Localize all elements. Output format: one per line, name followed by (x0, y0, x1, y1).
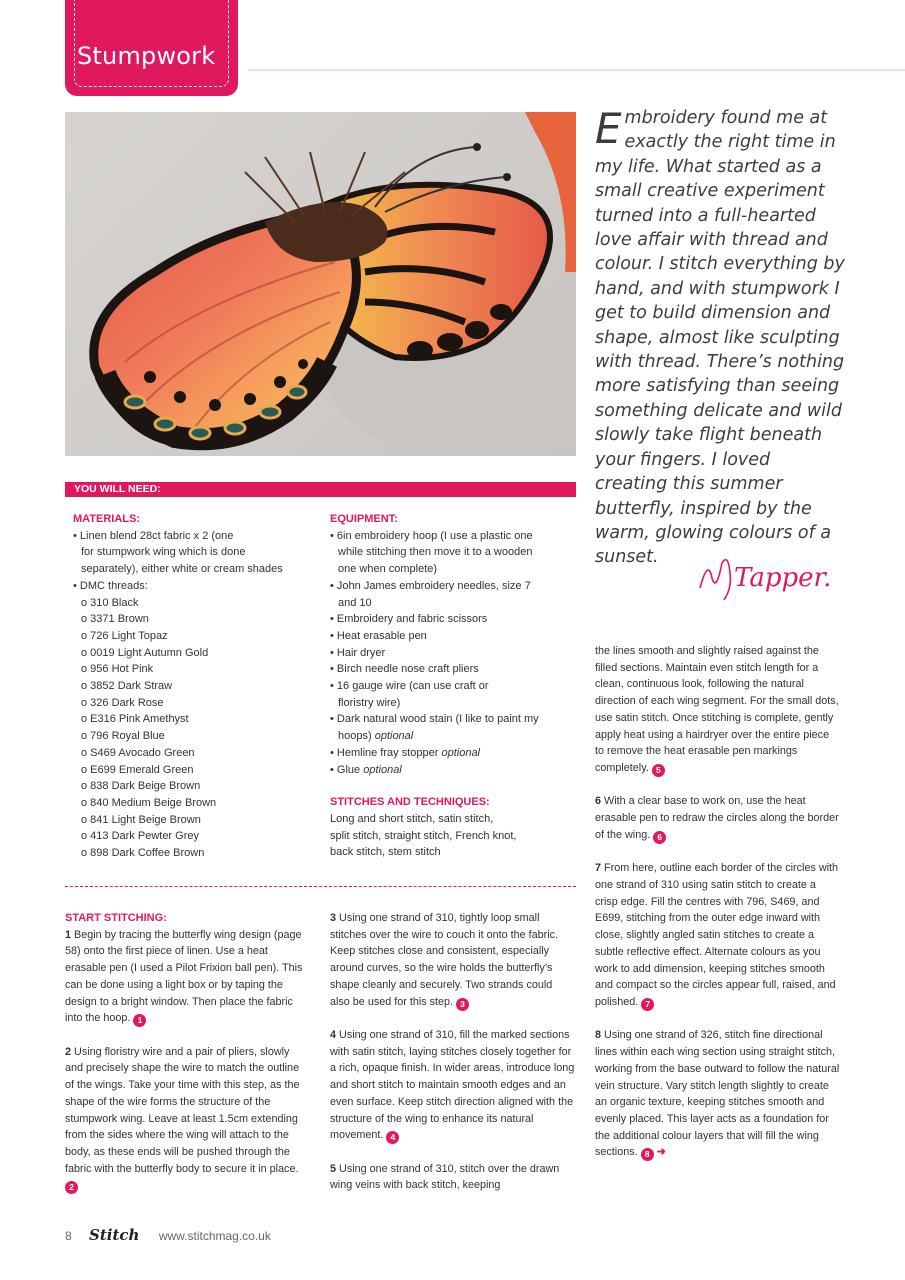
stitches-line: Long and short stitch, satin stitch, (330, 812, 494, 825)
steps-column-3 (595, 643, 841, 1178)
step-badge: 4 (386, 1131, 399, 1144)
equipment-item: • Hair dryer (330, 646, 386, 659)
equipment-item: one when complete) (338, 563, 438, 576)
butterfly-illustration (65, 112, 576, 456)
thread-item: o 840 Medium Beige Brown (81, 796, 217, 809)
magazine-logo: Stitch (89, 1226, 140, 1244)
page-footer (65, 1226, 271, 1244)
step-2 (65, 1044, 305, 1195)
equipment-item: • 16 gauge wire (can use craft or (330, 680, 489, 693)
equipment-item: • Heat erasable pen (330, 629, 427, 642)
step-badge: 5 (652, 764, 665, 777)
optional-label: optional (374, 730, 414, 743)
step-text: Using one strand of 326, stitch fine directional lines within each wing section using straight stitch, working from the base outward to follow the natural vein structure. Vary stitch length slightly to create an organic texture, keeping stitches smooth and evenly placed. This layer acts as a foundation for the additional colour layers that will fill the wing sections. (595, 1029, 840, 1159)
equipment-item (330, 745, 570, 762)
materials-item: separately), either white or cream shades (81, 563, 283, 576)
equipment-item: and 10 (338, 596, 372, 609)
steps-column-2 (330, 910, 575, 1211)
author-signature (690, 548, 840, 608)
equipment-text: hoops) (338, 730, 372, 743)
step-number: 1 (65, 928, 72, 941)
equipment-item (330, 728, 570, 745)
optional-label: optional (363, 763, 402, 776)
thread-item: o 956 Hot Pink (81, 663, 154, 676)
thread-item: o 413 Dark Pewter Grey (81, 830, 199, 843)
pull-quote (595, 106, 845, 570)
step-text: With a clear base to work on, use the heat erasable pen to redraw the circles along the border of the wing. (595, 795, 839, 841)
butterfly-photo (65, 112, 576, 456)
step-badge: 2 (65, 1181, 78, 1194)
step-text: Using one strand of 310, tightly loop small stitches over the wire to couch it onto the fabric. Keep stitches close and consistent, especially around curves, so the wire holds the butterfly’s shape cleanly and securely. Two strands could also be used for this step. (330, 912, 559, 1008)
svg-text:Tapper.: Tapper. (734, 563, 832, 593)
step-1 (65, 927, 305, 1028)
you-will-need-bar: YOU WILL NEED: (65, 482, 576, 497)
stitches-line: split stitch, straight stitch, French knot, (330, 829, 517, 842)
thread-item: o 838 Dark Beige Brown (81, 780, 201, 793)
materials-item: for stumpwork wing which is done (81, 546, 246, 559)
step-badge: 6 (653, 831, 666, 844)
step-number: 8 (595, 1029, 602, 1042)
step-6 (595, 793, 841, 843)
step-number: 6 (595, 795, 602, 808)
thread-item: o 310 Black (81, 596, 139, 609)
steps-column-1 (65, 910, 305, 1211)
step-number: 3 (330, 912, 337, 924)
step-5-start (330, 1161, 575, 1194)
section-tab (65, 0, 238, 96)
step-text: Using floristry wire and a pair of pliers, slowly and precisely shape the wire to match the outline of the wings. Take your time with this step, as the shape of the wire forms the structure of the stumpwork wing. Leave at least 1.5cm extending from the sides where the wing will attach to the body, as these ends will be pushed through the fabric with the butterfly body to secure it in place. (65, 1045, 300, 1175)
step-number: 5 (330, 1162, 337, 1175)
equipment-heading: EQUIPMENT: (330, 513, 398, 525)
step-number: 4 (330, 1029, 337, 1042)
continue-arrow-icon: ➜ (656, 1146, 666, 1159)
thread-item: o 3371 Brown (81, 613, 149, 626)
step-4 (330, 1027, 575, 1144)
step-3 (330, 910, 575, 1011)
step-text: Begin by tracing the butterfly wing design (page 58) onto the first piece of linen. Use a heat erasable pen (I used a Pilot Frixion ball pen). This can be done using a light box or by taping the design to a bright window. Then place the fabric into the hoop. (65, 928, 303, 1025)
thread-item: o E699 Emerald Green (81, 763, 194, 776)
magazine-url[interactable]: www.stitchmag.co.uk (158, 1229, 271, 1243)
thread-item: o 326 Dark Rose (81, 696, 164, 709)
equipment-text: • Hemline fray stopper (330, 746, 439, 759)
materials-column (73, 511, 313, 862)
optional-label: optional (441, 746, 481, 759)
start-stitching-heading: START STITCHING: (65, 912, 167, 924)
step-text: Using one strand of 310, stitch over the drawn wing veins with back stitch, keeping (330, 1162, 560, 1192)
page-number: 8 (65, 1229, 72, 1243)
stitches-line: back stitch, stem stitch (330, 846, 441, 859)
equipment-item: • Dark natural wood stain (I like to paint my (330, 713, 539, 726)
step-text: Using one strand of 310, fill the marked sections with satin stitch, laying stitches closely together for a rich, opaque finish. In wider areas, introduce long and short stitch to maintain smooth edges and an even surface. Keep stitch direction aligned with the structure of the wing to enhance its natural movement. (330, 1029, 575, 1142)
step-text: From here, outline each border of the circles with one strand of 310 using satin stitch to create a crisp edge. Fill the centres with 796, S469, and E699, stitching from the outer edge inward with close, slightly angled satin stitches to create a subtle reflective effect. Alternate colours as you work to add dimension, keeping stitches smooth and compact so the circles appear full, raised, and polished. (595, 862, 839, 1008)
thread-item: o 0019 Light Autumn Gold (81, 646, 209, 659)
step-text: the lines smooth and slightly raised against the filled sections. Maintain even stitch length for a clean, continuous look, following the natural direction of each wing segment. For the small dots, use satin stitch. Once stitching is complete, gently apply heat using a hairdryer over the entire piece to remove the heat erasable pen markings completely. (595, 645, 839, 774)
quote-dropcap: E (595, 104, 622, 153)
step-7 (595, 860, 841, 1011)
thread-item: o 898 Dark Coffee Brown (81, 847, 205, 860)
materials-item: • DMC threads: (73, 579, 148, 592)
materials-heading: MATERIALS: (73, 513, 141, 525)
equipment-text: • Glue (330, 763, 361, 776)
step-badge: 3 (456, 998, 469, 1011)
thread-item: o S469 Avocado Green (81, 746, 195, 759)
equipment-item: while stitching then move it to a wooden (338, 546, 533, 559)
thread-item: o 841 Light Beige Brown (81, 813, 201, 826)
section-title: Stumpwork (77, 42, 216, 70)
step-number: 2 (65, 1045, 72, 1058)
thread-item: o E316 Pink Amethyst (81, 713, 189, 726)
section-divider (65, 886, 576, 887)
equipment-item: • Birch needle nose craft pliers (330, 663, 479, 676)
step-number: 7 (595, 862, 602, 875)
quote-text: mbroidery found me at exactly the right time in my life. What started as a small creative experiment turned into a full-hearted love affair with thread and colour. I stitch everything by hand, and with stumpwork I get to build dimension and shape, almost like sculpting with thread. There’s nothing more satisfying than seeing something delicate and wild slowly take flight beneath your fingers. I loved creating this summer butterfly, inspired by the warm, glowing colours of a sunset. (595, 108, 845, 568)
equipment-item: • John James embroidery needles, size 7 (330, 579, 531, 592)
step-5-continued (595, 643, 841, 777)
thread-item: o 796 Royal Blue (81, 730, 165, 743)
step-8 (595, 1027, 841, 1161)
equipment-item: • 6in embroidery hoop (I use a plastic one (330, 529, 533, 542)
materials-item: • Linen blend 28ct fabric x 2 (one (73, 529, 234, 542)
equipment-item: • Embroidery and fabric scissors (330, 613, 488, 626)
thread-item: o 3852 Dark Straw (81, 680, 173, 693)
header-rule (248, 69, 905, 71)
equipment-item (330, 762, 570, 779)
stitches-heading: STITCHES AND TECHNIQUES: (330, 796, 490, 809)
step-badge: 1 (133, 1014, 146, 1027)
thread-item: o 726 Light Topaz (81, 629, 168, 642)
step-badge: 8 (641, 1148, 654, 1161)
equipment-column (330, 511, 570, 861)
equipment-item: floristry wire) (338, 696, 401, 709)
step-badge: 7 (641, 998, 654, 1011)
